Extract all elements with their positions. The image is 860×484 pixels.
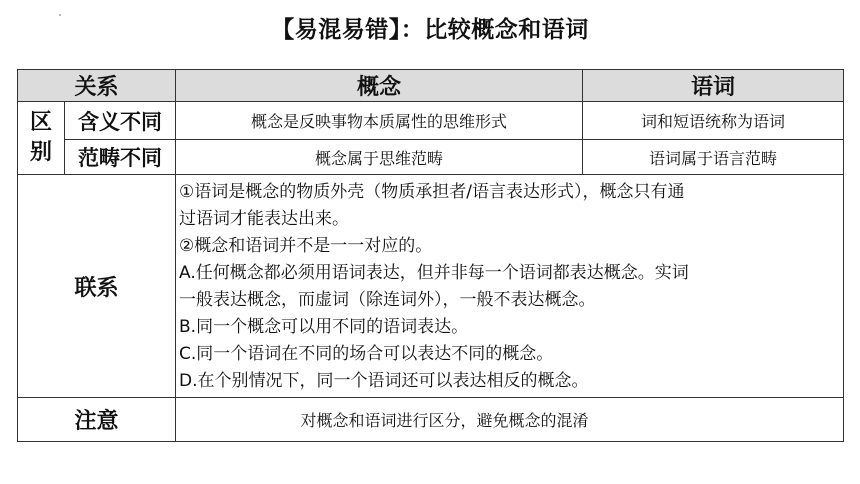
connection-line: A.任何概念都必须用语词表达，但并非每一个语词都表达概念。实词 [179, 263, 689, 283]
category-word-cell: 语词属于语言范畴 [583, 140, 844, 175]
connection-line: B.同一个概念可以用不同的语词表达。 [179, 317, 469, 337]
meaning-word-cell: 词和短语统称为语词 [583, 102, 844, 140]
difference-label-char-1: 区 [29, 110, 52, 135]
header-relation: 关系 [18, 70, 176, 102]
table-header-row [18, 70, 844, 102]
meaning-concept-cell: 概念是反映事物本质属性的思维形式 [176, 102, 583, 140]
table-row-note [18, 398, 844, 442]
header-word: 语词 [583, 70, 844, 102]
table-row-connection [18, 175, 844, 398]
header-concept: 概念 [176, 70, 583, 102]
connection-content [176, 175, 844, 398]
connection-line: C.同一个语词在不同的场合可以表达不同的概念。 [179, 344, 554, 364]
category-concept-cell: 概念属于思维范畴 [176, 140, 583, 175]
note-content: 对概念和语词进行区分，避免概念的混淆 [176, 398, 844, 442]
connection-line: ①语词是概念的物质外壳（物质承担者/语言表达形式），概念只有通 [179, 182, 685, 202]
meaning-label: 含义不同 [65, 102, 176, 140]
comparison-table [17, 69, 844, 442]
page-title: 【易混易错】：比较概念和语词 [271, 17, 589, 43]
connection-label: 联系 [18, 175, 176, 398]
connection-line: D.在个别情况下，同一个语词还可以表达相反的概念。 [179, 371, 589, 391]
connection-line: 一般表达概念，而虚词（除连词外），一般不表达概念。 [179, 290, 596, 310]
connection-line: 过语词才能表达出来。 [179, 209, 350, 229]
difference-label [18, 102, 65, 175]
connection-line: ②概念和语词并不是一一对应的。 [179, 236, 433, 256]
table-row-meaning [18, 102, 844, 140]
table-row-category [18, 140, 844, 175]
category-label: 范畴不同 [65, 140, 176, 175]
note-label: 注意 [18, 398, 176, 442]
difference-label-char-2: 别 [29, 140, 52, 165]
